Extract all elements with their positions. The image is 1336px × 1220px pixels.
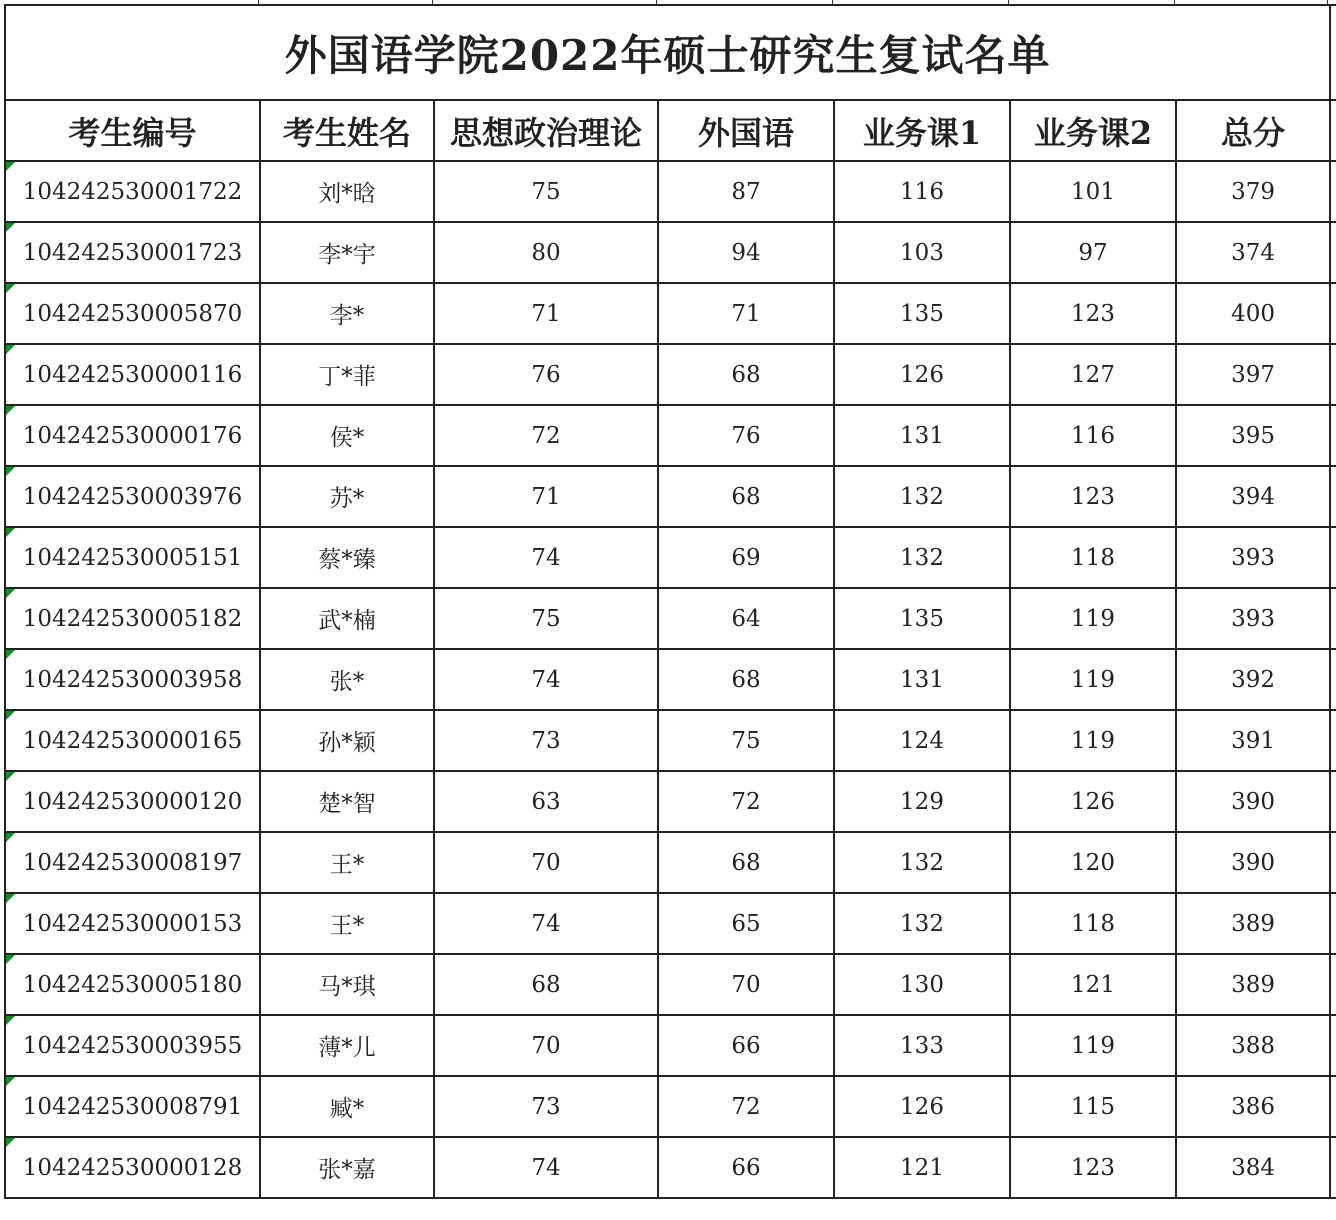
- table-row: [5, 649, 1336, 710]
- cell-course-1[interactable]: 121: [834, 1137, 1010, 1198]
- cell-course-2[interactable]: 119: [1010, 710, 1176, 771]
- cell-total[interactable]: 400: [1176, 283, 1330, 344]
- number-as-text-indicator-icon: [6, 894, 15, 903]
- cell-foreign-language[interactable]: 65: [658, 893, 834, 954]
- cell-text: 104242530000153: [22, 910, 243, 937]
- extra-cell[interactable]: [1330, 1015, 1336, 1076]
- extra-cell[interactable]: [1330, 344, 1336, 405]
- cell-candidate-name[interactable]: 李*宇: [260, 222, 434, 283]
- header-total[interactable]: 总分: [1176, 100, 1330, 161]
- cell-foreign-language[interactable]: 64: [658, 588, 834, 649]
- cell-total[interactable]: 388: [1176, 1015, 1330, 1076]
- extra-cell[interactable]: [1330, 466, 1336, 527]
- cell-text: 104242530005870: [22, 300, 243, 327]
- table-row: [5, 1076, 1336, 1137]
- cell-text: 104242530005182: [22, 605, 243, 632]
- cell-text: 104242530005151: [22, 544, 243, 571]
- cell-foreign-language[interactable]: 71: [658, 283, 834, 344]
- table-row: [5, 954, 1336, 1015]
- cell-text: 104242530003976: [22, 483, 243, 510]
- cell-course-1[interactable]: 132: [834, 893, 1010, 954]
- cell-foreign-language[interactable]: 94: [658, 222, 834, 283]
- cell-course-1[interactable]: 131: [834, 649, 1010, 710]
- number-as-text-indicator-icon: [6, 223, 15, 232]
- cell-text: 104242530000116: [22, 361, 243, 388]
- cell-foreign-language[interactable]: 72: [658, 771, 834, 832]
- cell-course-2[interactable]: 116: [1010, 405, 1176, 466]
- cell-politics[interactable]: 74: [434, 527, 658, 588]
- table-row: [5, 588, 1336, 649]
- extra-cell[interactable]: [1330, 1137, 1336, 1198]
- cell-politics[interactable]: 70: [434, 832, 658, 893]
- cell-politics[interactable]: 76: [434, 344, 658, 405]
- cell-course-2[interactable]: 123: [1010, 283, 1176, 344]
- cell-candidate-id[interactable]: [5, 405, 260, 466]
- extra-cell[interactable]: [1330, 588, 1336, 649]
- cell-course-2[interactable]: 126: [1010, 771, 1176, 832]
- number-as-text-indicator-icon: [6, 162, 15, 171]
- cell-candidate-name[interactable]: 刘*晗: [260, 161, 434, 222]
- table-row: [5, 832, 1336, 893]
- cell-politics[interactable]: 73: [434, 1076, 658, 1137]
- cell-candidate-name[interactable]: 丁*菲: [260, 344, 434, 405]
- cell-total[interactable]: 397: [1176, 344, 1330, 405]
- table-row: [5, 710, 1336, 771]
- cell-total[interactable]: 395: [1176, 405, 1330, 466]
- table-row: [5, 161, 1336, 222]
- cell-candidate-name[interactable]: 张*嘉: [260, 1137, 434, 1198]
- cell-course-2[interactable]: 118: [1010, 893, 1176, 954]
- cell-candidate-id[interactable]: [5, 222, 260, 283]
- extra-cell[interactable]: [1330, 283, 1336, 344]
- number-as-text-indicator-icon: [6, 1077, 15, 1086]
- number-as-text-indicator-icon: [6, 650, 15, 659]
- number-as-text-indicator-icon: [6, 833, 15, 842]
- cell-course-2[interactable]: 123: [1010, 1137, 1176, 1198]
- number-as-text-indicator-icon: [6, 772, 15, 781]
- cell-politics[interactable]: 74: [434, 1137, 658, 1198]
- cell-candidate-name[interactable]: 王*: [260, 893, 434, 954]
- cell-politics[interactable]: 80: [434, 222, 658, 283]
- cell-total[interactable]: 389: [1176, 954, 1330, 1015]
- cell-course-1[interactable]: 129: [834, 771, 1010, 832]
- extra-cell[interactable]: [1330, 100, 1336, 161]
- cell-course-1[interactable]: 103: [834, 222, 1010, 283]
- number-as-text-indicator-icon: [6, 528, 15, 537]
- cell-total[interactable]: 384: [1176, 1137, 1330, 1198]
- number-as-text-indicator-icon: [6, 467, 15, 476]
- cell-course-2[interactable]: 101: [1010, 161, 1176, 222]
- cell-text: 104242530000120: [22, 788, 243, 815]
- cell-course-1[interactable]: 133: [834, 1015, 1010, 1076]
- header-candidate-id[interactable]: 考生编号: [5, 100, 260, 161]
- cell-candidate-name[interactable]: 楚*智: [260, 771, 434, 832]
- cell-candidate-id[interactable]: [5, 771, 260, 832]
- cell-course-1[interactable]: 116: [834, 161, 1010, 222]
- cell-foreign-language[interactable]: 69: [658, 527, 834, 588]
- cell-text: 104242530001722: [22, 178, 243, 205]
- extra-cell[interactable]: [1330, 405, 1336, 466]
- cell-politics[interactable]: 71: [434, 283, 658, 344]
- table-row: [5, 466, 1336, 527]
- cell-politics[interactable]: 68: [434, 954, 658, 1015]
- cell-total[interactable]: 390: [1176, 771, 1330, 832]
- cell-candidate-name[interactable]: 武*楠: [260, 588, 434, 649]
- table-row: [5, 222, 1336, 283]
- sheet-title[interactable]: 外国语学院2022年硕士研究生复试名单: [5, 5, 1330, 100]
- cell-foreign-language[interactable]: 66: [658, 1137, 834, 1198]
- cell-foreign-language[interactable]: 68: [658, 649, 834, 710]
- cell-foreign-language[interactable]: 68: [658, 344, 834, 405]
- cell-course-2[interactable]: 119: [1010, 649, 1176, 710]
- number-as-text-indicator-icon: [6, 589, 15, 598]
- cell-foreign-language[interactable]: 70: [658, 954, 834, 1015]
- cell-foreign-language[interactable]: 66: [658, 1015, 834, 1076]
- cell-total[interactable]: 386: [1176, 1076, 1330, 1137]
- extra-cell[interactable]: [1330, 527, 1336, 588]
- cell-course-1[interactable]: 132: [834, 832, 1010, 893]
- number-as-text-indicator-icon: [6, 284, 15, 293]
- extra-cell[interactable]: [1330, 954, 1336, 1015]
- cell-candidate-name[interactable]: 苏*: [260, 466, 434, 527]
- cell-candidate-name[interactable]: 李*: [260, 283, 434, 344]
- cell-text: 104242530005180: [22, 971, 243, 998]
- cell-candidate-id[interactable]: [5, 344, 260, 405]
- cell-text: 104242530000176: [22, 422, 243, 449]
- cell-candidate-id[interactable]: [5, 832, 260, 893]
- extra-cell[interactable]: [1330, 1076, 1336, 1137]
- cell-candidate-id[interactable]: [5, 649, 260, 710]
- title-row: [5, 5, 1336, 100]
- cell-text: 104242530003958: [22, 666, 243, 693]
- table-row: [5, 405, 1336, 466]
- cell-candidate-id[interactable]: [5, 1076, 260, 1137]
- header-row: [5, 100, 1336, 161]
- extra-cell[interactable]: [1330, 649, 1336, 710]
- cell-candidate-name[interactable]: 蔡*臻: [260, 527, 434, 588]
- cell-foreign-language[interactable]: 68: [658, 466, 834, 527]
- cell-course-1[interactable]: 135: [834, 588, 1010, 649]
- cell-course-2[interactable]: 123: [1010, 466, 1176, 527]
- table-row: [5, 283, 1336, 344]
- cell-foreign-language[interactable]: 72: [658, 1076, 834, 1137]
- cell-text: 104242530001723: [22, 239, 243, 266]
- table-row: [5, 893, 1336, 954]
- extra-cell[interactable]: [1330, 5, 1336, 100]
- cell-course-2[interactable]: 121: [1010, 954, 1176, 1015]
- table-row: [5, 771, 1336, 832]
- cell-total[interactable]: 390: [1176, 832, 1330, 893]
- cell-politics[interactable]: 71: [434, 466, 658, 527]
- cell-politics[interactable]: 75: [434, 588, 658, 649]
- cell-candidate-name[interactable]: 臧*: [260, 1076, 434, 1137]
- number-as-text-indicator-icon: [6, 955, 15, 964]
- cell-politics[interactable]: 74: [434, 893, 658, 954]
- extra-cell[interactable]: [1330, 222, 1336, 283]
- header-foreign-language[interactable]: 外国语: [658, 100, 834, 161]
- extra-cell[interactable]: [1330, 893, 1336, 954]
- table-row: [5, 344, 1336, 405]
- cell-total[interactable]: 391: [1176, 710, 1330, 771]
- cell-course-2[interactable]: 115: [1010, 1076, 1176, 1137]
- table-row: [5, 1137, 1336, 1198]
- cell-course-1[interactable]: 131: [834, 405, 1010, 466]
- cell-candidate-name[interactable]: 马*琪: [260, 954, 434, 1015]
- cell-candidate-id[interactable]: [5, 527, 260, 588]
- cell-foreign-language[interactable]: 87: [658, 161, 834, 222]
- cell-course-1[interactable]: 130: [834, 954, 1010, 1015]
- cell-course-2[interactable]: 119: [1010, 588, 1176, 649]
- cell-candidate-id[interactable]: [5, 588, 260, 649]
- cell-candidate-id[interactable]: [5, 1137, 260, 1198]
- cell-candidate-name[interactable]: 张*: [260, 649, 434, 710]
- cell-candidate-id[interactable]: [5, 283, 260, 344]
- cell-total[interactable]: 393: [1176, 527, 1330, 588]
- cell-candidate-name[interactable]: 薄*儿: [260, 1015, 434, 1076]
- number-as-text-indicator-icon: [6, 711, 15, 720]
- table-row: [5, 1015, 1336, 1076]
- cell-course-2[interactable]: 120: [1010, 832, 1176, 893]
- cell-total[interactable]: 389: [1176, 893, 1330, 954]
- cell-text: 104242530000128: [22, 1154, 243, 1181]
- header-politics[interactable]: 思想政治理论: [434, 100, 658, 161]
- cell-candidate-name[interactable]: 侯*: [260, 405, 434, 466]
- cell-course-2[interactable]: 119: [1010, 1015, 1176, 1076]
- number-as-text-indicator-icon: [6, 1016, 15, 1025]
- cell-total[interactable]: 393: [1176, 588, 1330, 649]
- header-course-1[interactable]: 业务课1: [834, 100, 1010, 161]
- cell-total[interactable]: 394: [1176, 466, 1330, 527]
- cell-course-2[interactable]: 118: [1010, 527, 1176, 588]
- table-row: [5, 527, 1336, 588]
- cell-politics[interactable]: 63: [434, 771, 658, 832]
- header-candidate-name[interactable]: 考生姓名: [260, 100, 434, 161]
- cell-politics[interactable]: 73: [434, 710, 658, 771]
- cell-politics[interactable]: 70: [434, 1015, 658, 1076]
- extra-cell[interactable]: [1330, 771, 1336, 832]
- cell-course-1[interactable]: 132: [834, 466, 1010, 527]
- cell-foreign-language[interactable]: 68: [658, 832, 834, 893]
- cell-candidate-id[interactable]: [5, 710, 260, 771]
- cell-foreign-language[interactable]: 76: [658, 405, 834, 466]
- score-table: [4, 4, 1336, 1199]
- extra-cell[interactable]: [1330, 161, 1336, 222]
- cell-candidate-id[interactable]: [5, 893, 260, 954]
- cell-text: 104242530003955: [22, 1032, 243, 1059]
- cell-course-1[interactable]: 126: [834, 1076, 1010, 1137]
- cell-candidate-id[interactable]: [5, 161, 260, 222]
- cell-text: 104242530008791: [22, 1093, 243, 1120]
- cell-course-1[interactable]: 132: [834, 527, 1010, 588]
- extra-cell[interactable]: [1330, 832, 1336, 893]
- number-as-text-indicator-icon: [6, 345, 15, 354]
- header-course-2[interactable]: 业务课2: [1010, 100, 1176, 161]
- cell-candidate-id[interactable]: [5, 954, 260, 1015]
- cell-politics[interactable]: 75: [434, 161, 658, 222]
- cell-total[interactable]: 392: [1176, 649, 1330, 710]
- cell-course-2[interactable]: 127: [1010, 344, 1176, 405]
- cell-total[interactable]: 379: [1176, 161, 1330, 222]
- cell-course-2[interactable]: 97: [1010, 222, 1176, 283]
- number-as-text-indicator-icon: [6, 406, 15, 415]
- cell-foreign-language[interactable]: 75: [658, 710, 834, 771]
- cell-candidate-id[interactable]: [5, 466, 260, 527]
- cell-candidate-id[interactable]: [5, 1015, 260, 1076]
- cell-course-1[interactable]: 126: [834, 344, 1010, 405]
- extra-cell[interactable]: [1330, 710, 1336, 771]
- cell-text: 104242530008197: [22, 849, 243, 876]
- cell-text: 104242530000165: [22, 727, 243, 754]
- cell-candidate-name[interactable]: 孙*颖: [260, 710, 434, 771]
- cell-total[interactable]: 374: [1176, 222, 1330, 283]
- cell-politics[interactable]: 72: [434, 405, 658, 466]
- cell-politics[interactable]: 74: [434, 649, 658, 710]
- number-as-text-indicator-icon: [6, 1138, 15, 1147]
- cell-course-1[interactable]: 135: [834, 283, 1010, 344]
- cell-candidate-name[interactable]: 王*: [260, 832, 434, 893]
- cell-course-1[interactable]: 124: [834, 710, 1010, 771]
